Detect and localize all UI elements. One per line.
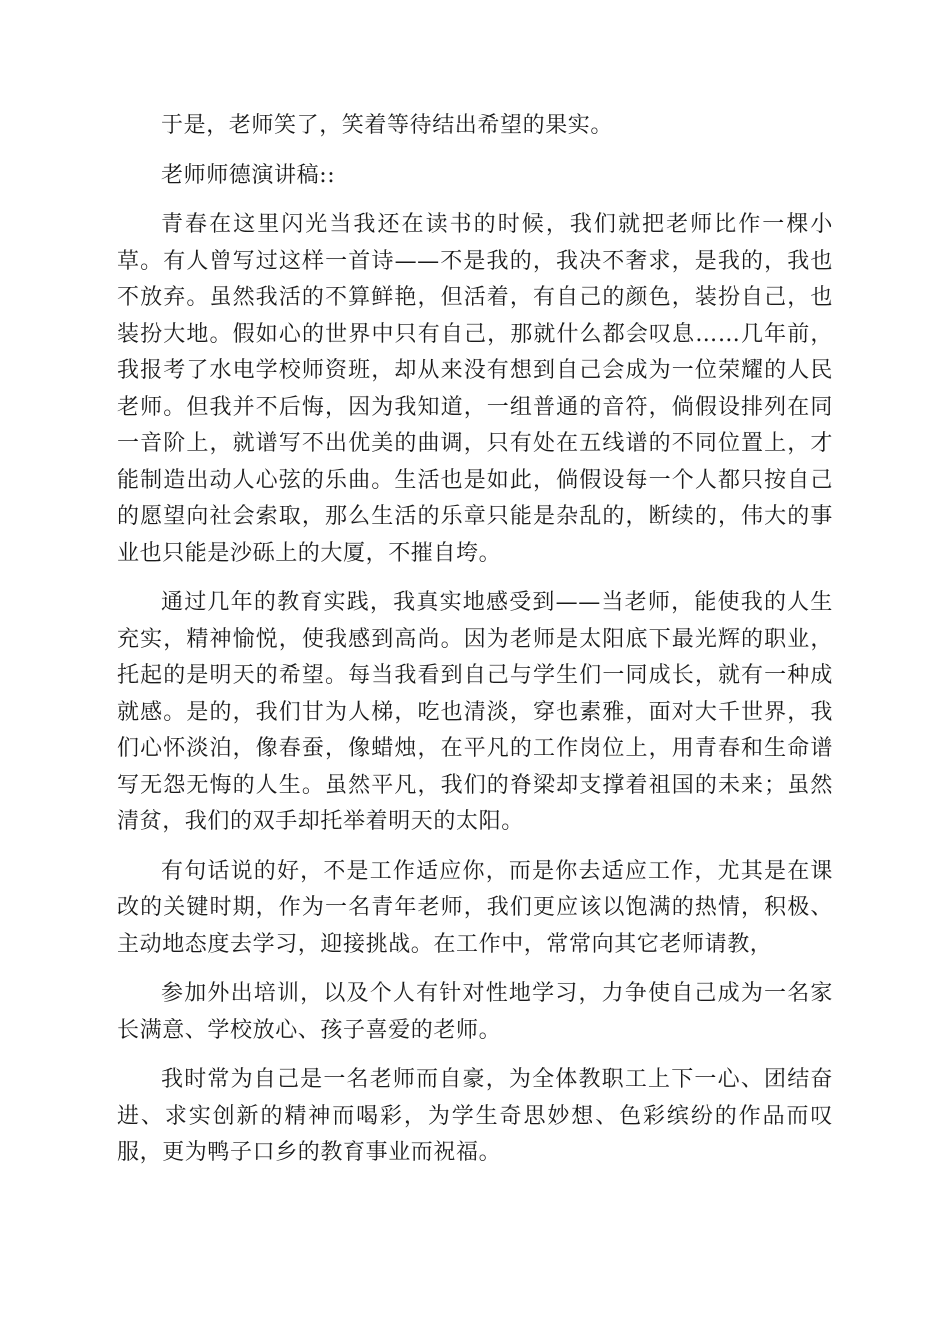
document-body — [117, 108, 833, 1172]
paragraph-adapt-to-work: 有句话说的好，不是工作适应你，而是你去适应工作，尤其是在课改的关键时期，作为一名青年老师，我们更应该以饱满的热情，积极、主动地态度去学习，迎接挑战。在工作中，常常向其它老师请教， — [117, 858, 833, 957]
paragraph-education-practice: 通过几年的教育实践，我真实地感受到——当老师，能使我的人生充实，精神愉悦，使我感到高尚。因为老师是太阳底下最光辉的职业，托起的是明天的希望。每当我看到自己与学生们一同成长，就有一种成就感。是的，我们甘为人梯，吃也清淡，穿也素雅，面对大千世界，我们心怀淡泊，像春蚕，像蜡烛，在平凡的工作岗位上，用青春和生命谱写无怨无悔的人生。虽然平凡，我们的脊梁却支撑着祖国的未来；虽然清贫，我们的双手却托举着明天的太阳。 — [117, 590, 833, 834]
paragraph-training: 参加外出培训，以及个人有针对性地学习，力争使自己成为一名家长满意、学校放心、孩子喜爱的老师。 — [117, 981, 833, 1043]
paragraph-pride: 我时常为自己是一名老师而自豪，为全体教职工上下一心、团结奋进、求实创新的精神而喝彩，为学生奇思妙想、色彩缤纷的作品而叹服，更为鸭子口乡的教育事业而祝福。 — [117, 1067, 833, 1165]
paragraph-speech-title: 老师师德演讲稿:: — [161, 162, 336, 188]
paragraph-opening-line: 于是，老师笑了，笑着等待结出希望的果实。 — [161, 113, 614, 138]
paragraph-youth-shines: 青春在这里闪光当我还在读书的时候，我们就把老师比作一棵小草。有人曾写过这样一首诗——不是我的，我决不奢求，是我的，我也不放弃。虽然我活的不算鲜艳，但活着，有自己的颜色，装扮自己，也装扮大地。假如心的世界中只有自己，那就什么都会叹息……几年前，我报考了水电学校师资班，却从来没有想到自己会成为一位荣耀的人民老师。但我并不后悔，因为我知道，一组普通的音符，倘假设排列在同一音阶上，就谱写不出优美的曲调，只有处在五线谱的不同位置上，才能制造出动人心弦的乐曲。生活也是如此，倘假设每一个人都只按自己的愿望向社会索取，那么生活的乐章只能是杂乱的，断续的，伟大的事业也只能是沙砾上的大厦，不摧自垮。 — [117, 212, 833, 566]
